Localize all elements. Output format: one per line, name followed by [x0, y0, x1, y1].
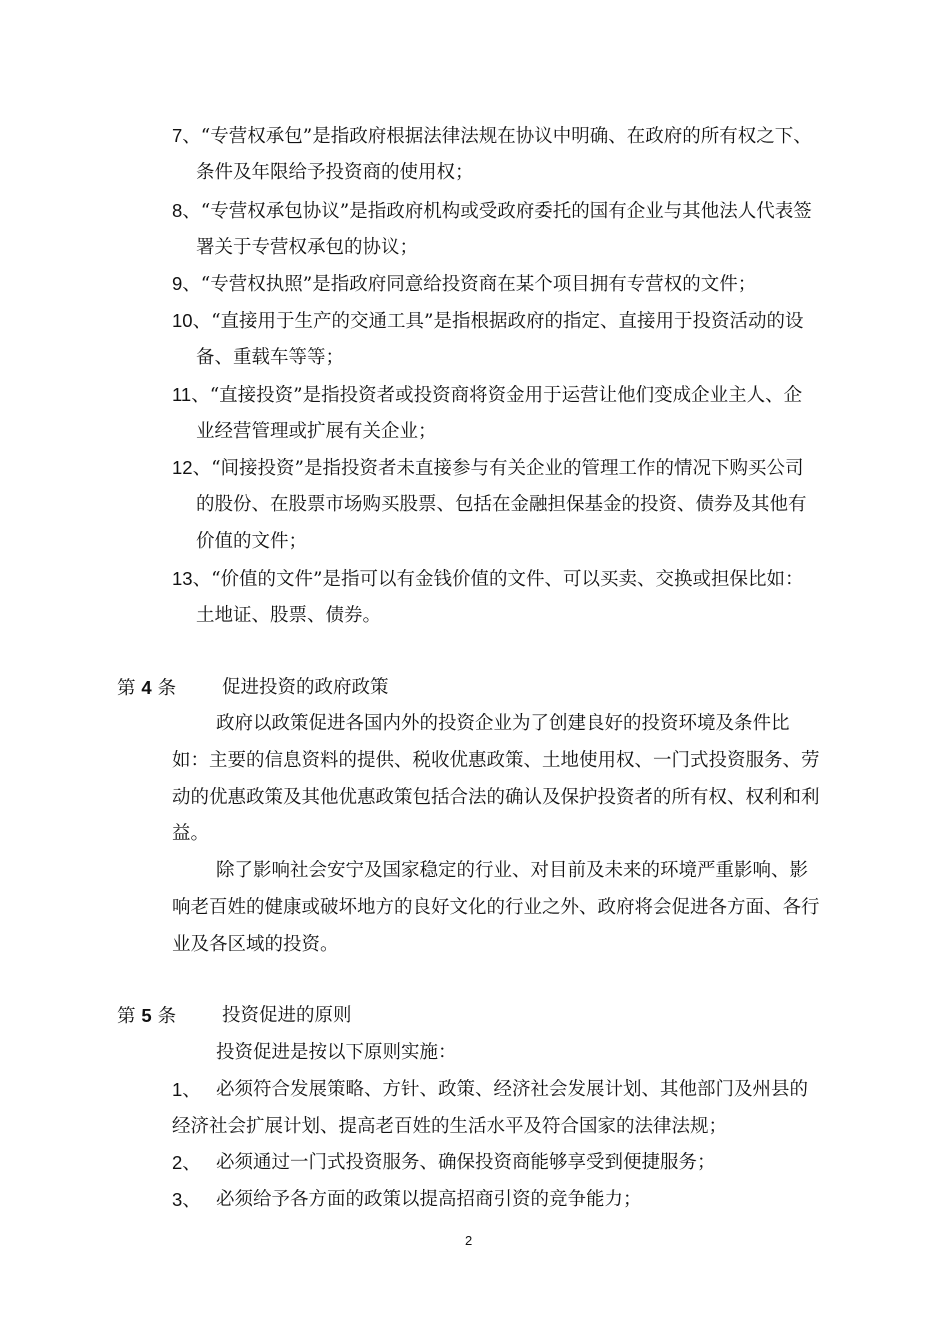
paragraph-line: 益。	[172, 823, 210, 844]
paragraph-line: 政府以政策促进各国内外的投资企业为了创建良好的投资环境及条件比	[216, 713, 790, 734]
paragraph-line: 如：主要的信息资料的提供、税收优惠政策、土地使用权、一门式投资服务、劳	[172, 750, 820, 771]
paragraph-line: 动的优惠政策及其他优惠政策包括合法的确认及保护投资者的所有权、权利和利	[172, 787, 820, 808]
definition-text: 土地证、股票、债券。	[196, 605, 382, 626]
definition-text: “直接用于生产的交通工具”是指根据政府的指定、直接用于投资活动的设	[211, 311, 804, 332]
article-title: 促进投资的政府政策	[222, 677, 389, 698]
article-number: 5	[141, 1005, 152, 1026]
paragraph-line: 响老百姓的健康或破坏地方的良好文化的行业之外、政府将会促进各方面、各行	[172, 897, 820, 918]
definition-text: “价值的文件”是指可以有金钱价值的文件、可以买卖、交换或担保比如：	[211, 569, 804, 590]
article-title: 投资促进的原则	[222, 1005, 352, 1026]
principle-number: 1、	[172, 1079, 201, 1100]
definition-text: “专营权承包协议”是指政府机构或受政府委托的国有企业与其他法人代表签	[200, 201, 812, 222]
principle-text: 必须符合发展策略、方针、政策、经济社会发展计划、其他部门及州县的	[216, 1079, 809, 1100]
article-suffix: 条	[151, 678, 177, 699]
definition-text: “直接投资”是指投资者或投资商将资金用于运营让他们变成企业主人、企	[209, 385, 803, 406]
paragraph-line: 除了影响社会安宁及国家稳定的行业、对目前及未来的环境严重影响、影	[216, 860, 809, 881]
article-heading	[117, 1004, 176, 1029]
principle-number: 3、	[172, 1189, 201, 1210]
article-heading	[117, 676, 176, 701]
principle-text: 必须通过一门式投资服务、确保投资商能够享受到便捷服务；	[216, 1152, 716, 1173]
page-number: 2	[465, 1233, 473, 1248]
definition-text: “专营权承包”是指政府根据法律法规在协议中明确、在政府的所有权之下、	[200, 126, 812, 147]
article-number: 4	[141, 677, 152, 698]
principle-text: 经济社会扩展计划、提高老百姓的生活水平及符合国家的法律法规；	[172, 1116, 728, 1137]
article-prefix: 第	[117, 1006, 142, 1027]
definition-number: 8、	[172, 200, 201, 221]
definition-number: 10、	[172, 310, 212, 331]
definition-number: 13、	[172, 568, 212, 589]
definition-text: 的股份、在股票市场购买股票、包括在金融担保基金的投资、债券及其他有	[196, 494, 807, 515]
article-suffix: 条	[151, 1006, 177, 1027]
definition-number: 7、	[172, 125, 201, 146]
definition-text: 业经营管理或扩展有关企业；	[196, 421, 437, 442]
definition-text: 备、重载车等等；	[196, 347, 345, 368]
definition-text: “专营权执照”是指政府同意给投资商在某个项目拥有专营权的文件；	[200, 274, 757, 295]
definition-text: “间接投资”是指投资者未直接参与有关企业的管理工作的情况下购买公司	[211, 458, 804, 479]
paragraph-line: 业及各区域的投资。	[172, 934, 339, 955]
article-prefix: 第	[117, 678, 142, 699]
definition-text: 价值的文件；	[196, 531, 308, 552]
principle-text: 必须给予各方面的政策以提高招商引资的竞争能力；	[216, 1189, 642, 1210]
article-intro: 投资促进是按以下原则实施：	[216, 1042, 457, 1063]
definition-number: 11、	[172, 384, 210, 405]
definition-text: 署关于专营权承包的协议；	[196, 237, 419, 258]
definition-text: 条件及年限给予投资商的使用权；	[196, 162, 474, 183]
principle-number: 2、	[172, 1152, 201, 1173]
definition-number: 9、	[172, 273, 201, 294]
definition-number: 12、	[172, 457, 212, 478]
